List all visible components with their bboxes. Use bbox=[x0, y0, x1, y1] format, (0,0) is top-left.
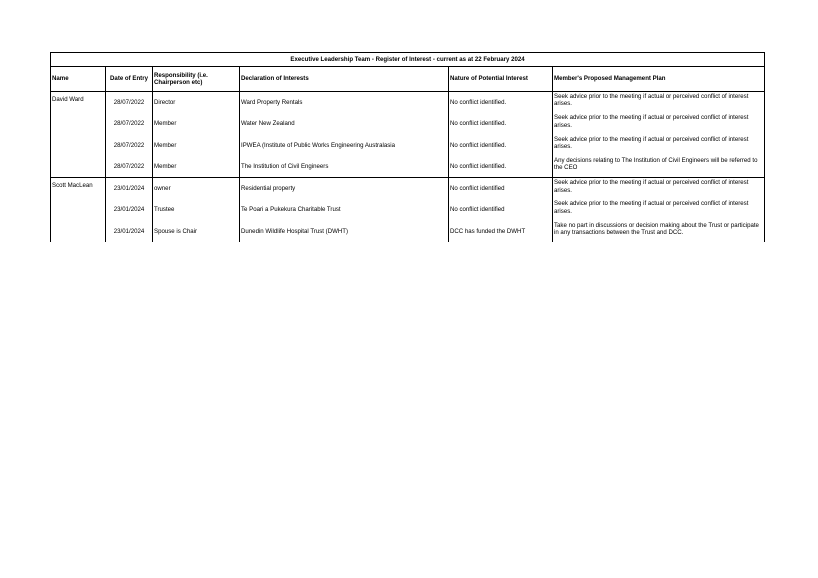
cell-declaration: IPWEA (Institute of Public Works Engineering Australasia bbox=[240, 135, 449, 156]
register-of-interest-table bbox=[50, 52, 765, 242]
cell-plan: Seek advice prior to the meeting if actual or perceived conflict of interest arises. bbox=[553, 178, 765, 200]
table-row bbox=[51, 135, 765, 156]
cell-date: 23/01/2024 bbox=[106, 178, 153, 200]
cell-declaration: The Institution of Civil Engineers bbox=[240, 156, 449, 178]
cell-nature: No conflict identified bbox=[449, 178, 553, 200]
table-row bbox=[51, 199, 765, 220]
cell-date: 23/01/2024 bbox=[106, 221, 153, 242]
cell-declaration: Dunedin Wildlife Hospital Trust (DWHT) bbox=[240, 221, 449, 242]
table-header-row bbox=[51, 67, 765, 92]
cell-name: Scott MacLean bbox=[51, 178, 106, 200]
cell-responsibility: Spouse is Chair bbox=[153, 221, 240, 242]
cell-name bbox=[51, 113, 106, 134]
cell-declaration: Water New Zealand bbox=[240, 113, 449, 134]
cell-nature: No conflict identified. bbox=[449, 156, 553, 178]
cell-plan: Any decisions relating to The Institution of Civil Engineers will be referred to the CEO bbox=[553, 156, 765, 178]
header-nature: Nature of Potential Interest bbox=[449, 67, 553, 92]
cell-plan: Take no part in discussions or decision making about the Trust or participate in any transactions between the Trust and DCC. bbox=[553, 221, 765, 242]
header-management-plan: Member's Proposed Management Plan bbox=[553, 67, 765, 92]
cell-date: 23/01/2024 bbox=[106, 199, 153, 220]
header-declaration: Declaration of Interests bbox=[240, 67, 449, 92]
table-row bbox=[51, 156, 765, 178]
cell-responsibility: Member bbox=[153, 135, 240, 156]
table-row bbox=[51, 178, 765, 200]
table-row bbox=[51, 221, 765, 242]
header-responsibility: Responsibility (i.e. Chairperson etc) bbox=[153, 67, 240, 92]
cell-responsibility: owner bbox=[153, 178, 240, 200]
table-row bbox=[51, 92, 765, 114]
table-row bbox=[51, 113, 765, 134]
cell-responsibility: Trustee bbox=[153, 199, 240, 220]
cell-date: 28/07/2022 bbox=[106, 113, 153, 134]
cell-plan: Seek advice prior to the meeting if actual or perceived conflict of interest arises. bbox=[553, 113, 765, 134]
cell-name bbox=[51, 156, 106, 178]
cell-plan: Seek advice prior to the meeting if actual or perceived conflict of interest arises. bbox=[553, 92, 765, 114]
table-title-row bbox=[51, 53, 765, 67]
cell-name: David Ward bbox=[51, 92, 106, 114]
cell-declaration: Residential property bbox=[240, 178, 449, 200]
cell-plan: Seek advice prior to the meeting if actual or perceived conflict of interest arises. bbox=[553, 199, 765, 220]
cell-nature: No conflict identified. bbox=[449, 92, 553, 114]
cell-declaration: Te Poari a Pukekura Charitable Trust bbox=[240, 199, 449, 220]
cell-nature: No conflict identified. bbox=[449, 113, 553, 134]
cell-responsibility: Director bbox=[153, 92, 240, 114]
cell-responsibility: Member bbox=[153, 113, 240, 134]
header-name: Name bbox=[51, 67, 106, 92]
cell-name bbox=[51, 135, 106, 156]
cell-nature: No conflict identified. bbox=[449, 135, 553, 156]
table-title: Executive Leadership Team - Register of Interest - current as at 22 February 2024 bbox=[51, 53, 765, 67]
cell-date: 28/07/2022 bbox=[106, 135, 153, 156]
cell-responsibility: Member bbox=[153, 156, 240, 178]
cell-nature: DCC has funded the DWHT bbox=[449, 221, 553, 242]
cell-name bbox=[51, 199, 106, 220]
cell-date: 28/07/2022 bbox=[106, 156, 153, 178]
header-date-of-entry: Date of Entry bbox=[106, 67, 153, 92]
cell-plan: Seek advice prior to the meeting if actual or perceived conflict of interest arises. bbox=[553, 135, 765, 156]
cell-nature: No conflict identified bbox=[449, 199, 553, 220]
cell-date: 28/07/2022 bbox=[106, 92, 153, 114]
cell-name bbox=[51, 221, 106, 242]
cell-declaration: Ward Property Rentals bbox=[240, 92, 449, 114]
